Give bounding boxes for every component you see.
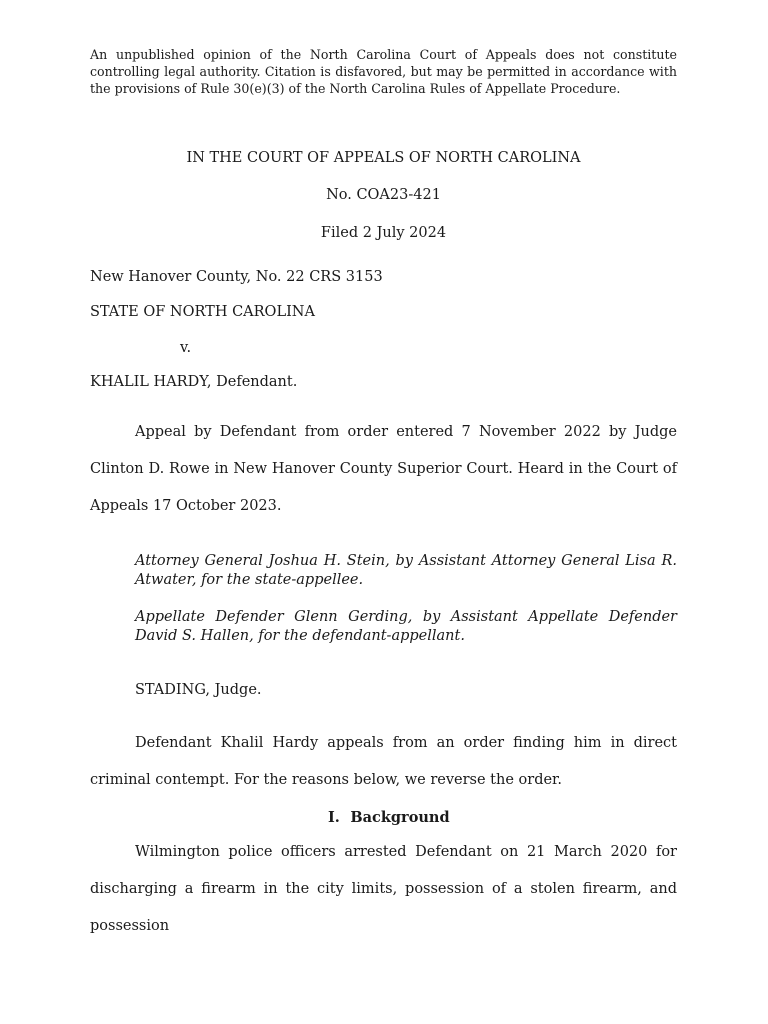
attorney-defense: Appellate Defender Glenn Gerding, by Assistant Appellate Defender David S. Hallen, for the defendant-appellant.: [135, 609, 677, 644]
section-title: Background: [350, 809, 450, 826]
filed-date: Filed 2 July 2024: [320, 225, 447, 241]
background-text: Wilmington police officers arrested Defendant on 21 March 2020 for discharging a firearm in the city limits, possession of a stolen firearm, and possession: [90, 844, 677, 934]
section-number: I.: [327, 809, 340, 826]
section-heading: [90, 809, 677, 826]
background-paragraph: [90, 834, 677, 945]
court-name: IN THE COURT OF APPEALS OF NORTH CAROLINA: [186, 150, 581, 166]
defendant-name: KHALIL HARDY, Defendant.: [90, 374, 298, 390]
versus: v.: [180, 340, 192, 356]
opinion-author: STADING, Judge.: [135, 682, 262, 698]
attorney-state: Attorney General Joshua H. Stein, by Assistant Attorney General Lisa R. Atwater, for the state-appellee.: [135, 553, 677, 588]
appeal-text: Appeal by Defendant from order entered 7 November 2022 by Judge Clinton D. Rowe in New Hanover County Superior Court. Heard in the Court of Appeals 17 October 2023.: [90, 424, 677, 514]
county-case-line: New Hanover County, No. 22 CRS 3153: [90, 269, 383, 285]
plaintiff-name: STATE OF NORTH CAROLINA: [90, 304, 315, 320]
intro-text: Defendant Khalil Hardy appeals from an order finding him in direct criminal contempt. For the reasons below, we reverse the order.: [90, 735, 677, 788]
unpublished-notice: An unpublished opinion of the North Carolina Court of Appeals does not constitute controlling legal authority. Citation is disfavored, but may be permitted in accordance with the provisions of Rule 30(e)(3) of the North Carolina Rules of Appellate Procedure.: [90, 47, 677, 96]
intro-paragraph: [90, 725, 677, 799]
case-number: No. COA23-421: [326, 187, 441, 203]
appeal-paragraph: [90, 414, 677, 525]
